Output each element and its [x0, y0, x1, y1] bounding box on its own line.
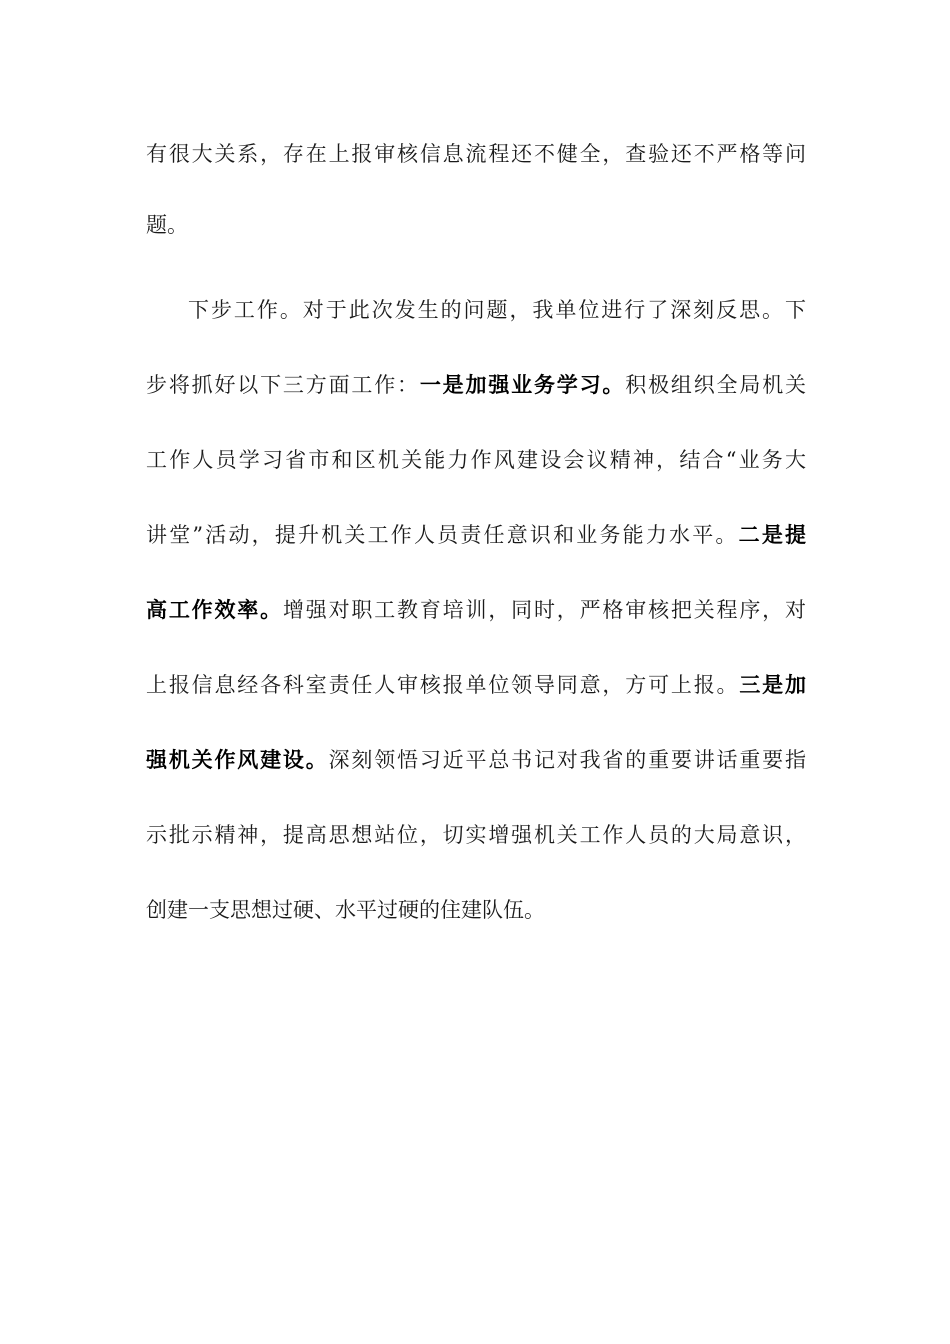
bold-heading-2: 二是提: [738, 522, 807, 547]
paragraph-2-line-9: 创建一支思想过硬、水平过硬的住建队伍。: [146, 898, 545, 922]
paragraph-2-line-6: [146, 671, 806, 699]
text-run: 深刻领悟习近平总书记对我省的重要讲话重要指: [328, 748, 807, 772]
text-run: 步将抓好以下三方面工作：: [146, 373, 420, 397]
paragraph-2-line-3: 工作人员学习省市和区机关能力作风建设会议精神，结合“业务大: [146, 448, 806, 472]
paragraph-2-line-8: 示批示精神，提高思想站位，切实增强机关工作人员的大局意识，: [146, 823, 806, 847]
paragraph-2-line-2: [146, 371, 806, 399]
paragraph-1-line-2: 题。: [146, 213, 188, 237]
bold-heading-3: 三是加: [739, 672, 807, 697]
text-run: 上报信息经各科室责任人审核报单位领导同意，方可上报。: [146, 673, 740, 697]
paragraph-1-line-1: 有很大关系，存在上报审核信息流程还不健全，查验还不严格等问: [146, 142, 806, 166]
paragraph-2-line-7: [146, 746, 806, 774]
bold-heading-1: 一是加强业务学习。: [419, 372, 626, 397]
paragraph-2-line-1: 下步工作。对于此次发生的问题，我单位进行了深刻反思。下: [188, 298, 806, 322]
text-run: 增强对职工教育培训，同时，严格审核把关程序，对: [282, 598, 807, 622]
text-run: 讲堂”活动，提升机关工作人员责任意识和业务能力水平。: [146, 523, 739, 547]
bold-heading-2-cont: 高工作效率。: [146, 597, 283, 622]
paragraph-2-line-4: [146, 521, 806, 549]
text-run: 积极组织全局机关: [625, 373, 807, 397]
bold-heading-3-cont: 强机关作风建设。: [146, 747, 329, 772]
paragraph-2-line-5: [146, 596, 806, 624]
